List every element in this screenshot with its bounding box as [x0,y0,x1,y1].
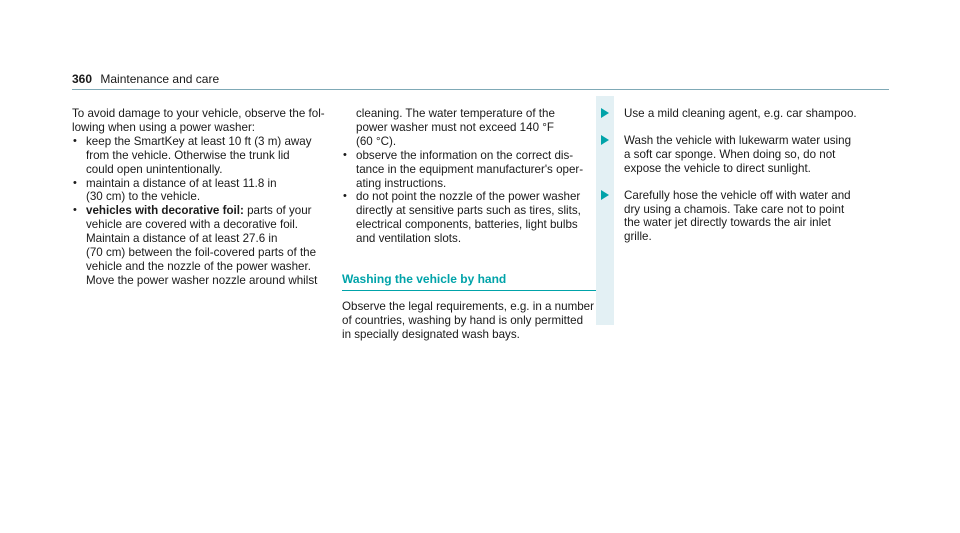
bullet-icon: • [73,134,77,147]
continuation-text: power washer must not exceed 140 °F [356,120,554,134]
header-rule [72,89,889,90]
bullet-text: (70 cm) between the foil-covered parts of the [86,246,317,260]
section-text: in specially designated wash bays. [342,327,520,341]
page-header [72,72,219,86]
step-arrow-icon [601,108,609,118]
bullet-icon: • [73,176,77,189]
bullet-item [72,135,342,149]
step-text: a soft car sponge. When doing so, do not [624,147,836,161]
bullet-text: tance in the equipment manufacturer's oper- [356,162,584,176]
step-item [596,107,876,121]
step-arrow-icon [601,190,609,200]
step-text: Use a mild cleaning agent, e.g. car shampoo. [624,107,857,120]
bullet-text: electrical components, batteries, light bulbs [356,218,578,232]
step-text: expose the vehicle to direct sunlight. [624,161,811,175]
page-number: 360 [72,72,93,86]
intro-line: lowing when using a power washer: [72,120,256,134]
bullet-text: parts of your [243,204,312,218]
bullet-item [72,204,342,218]
bullet-item [72,177,342,191]
step-text: Carefully hose the vehicle off with water and [624,188,851,202]
column-left [72,107,342,288]
column-right [596,96,876,325]
step-text: grille. [624,230,652,244]
bullet-text: directly at sensitive parts such as tires, slits, [356,204,581,218]
step-text: Wash the vehicle with lukewarm water using [624,133,852,147]
bullet-text: Maintain a distance of at least 27.6 in [86,232,278,246]
header-section-title: Maintenance and care [100,72,220,86]
section-text: of countries, washing by hand is only permitted [342,313,584,327]
bullet-text: Move the power washer nozzle around whilst [86,273,318,287]
step-text: dry using a chamois. Take care not to point [624,202,845,216]
bullet-text: vehicle are covered with a decorative foil. [86,218,299,232]
continuation-text: (60 °C). [356,134,397,148]
step-item [596,134,876,176]
bullet-text: vehicle and the nozzle of the power washer. [86,259,311,273]
bullet-text: (30 cm) to the vehicle. [86,190,201,204]
bullet-text: maintain a distance of at least 11.8 in [86,176,277,190]
step-item [596,189,876,245]
bullet-text: observe the information on the correct dis- [356,148,574,162]
intro-line: To avoid damage to your vehicle, observe the fol- [72,107,325,120]
bullet-text: could open unintentionally. [86,162,223,176]
bullet-icon: • [343,148,347,161]
bullet-text: keep the SmartKey at least 10 ft (3 m) away [86,134,312,148]
column-middle [342,107,602,342]
bullet-icon: • [343,190,347,203]
continuation-text: cleaning. The water temperature of the [356,107,555,120]
bullet-text: from the vehicle. Otherwise the trunk lid [86,148,290,162]
section-heading-rule [342,290,596,291]
bullet-bold-label: vehicles with decorative foil: [86,204,244,218]
bullet-item [342,190,602,204]
step-text: the water jet directly towards the air inlet [624,216,831,230]
bullet-text: and ventilation slots. [356,232,462,246]
section-text: Observe the legal requirements, e.g. in a number [342,299,594,313]
step-arrow-icon [601,135,609,145]
bullet-text: do not point the nozzle of the power washer [356,190,581,204]
bullet-icon: • [73,204,77,217]
section-heading: Washing the vehicle by hand [342,272,507,287]
steps-filler [596,257,876,311]
instruction-steps [596,96,876,325]
bullet-text: ating instructions. [356,176,447,190]
bullet-item [342,149,602,163]
